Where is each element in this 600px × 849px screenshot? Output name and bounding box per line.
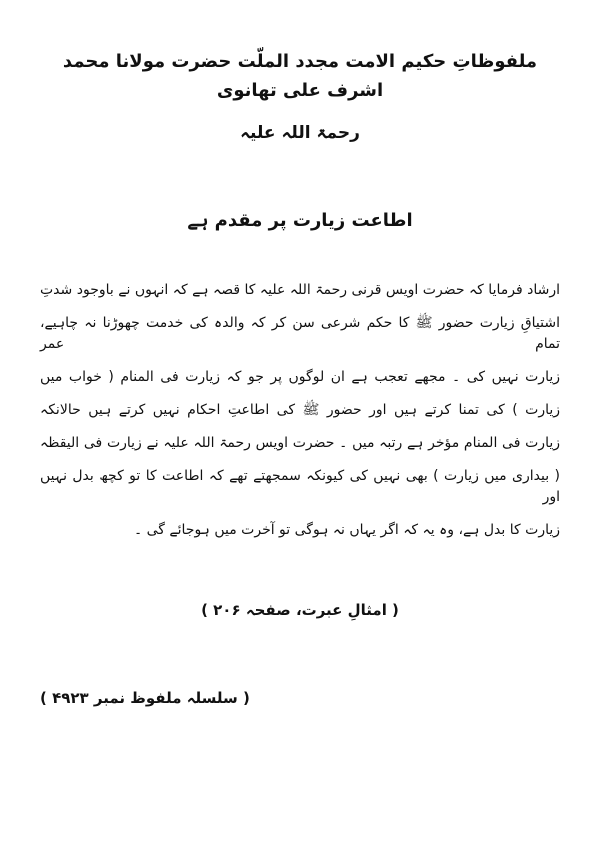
paragraph-line: زیارت ) کی تمنا کرتے ہیں اور حضور ﷺ کی اطاعتِ احکام نہیں کرتے ہیں حالانکہ (40, 401, 560, 418)
series-number: ( سلسلہ ملفوظ نمبر ۴۹۲۳ ) (40, 688, 250, 707)
paragraph-line: زیارت فی المنام مؤخر ہے رتبہ میں ۔ حضرت اویس رحمۃ اللہ علیہ نے زیارت فی الیقظہ (40, 434, 560, 451)
paragraph-line: اشتیاقِ زیارت حضور ﷺ کا حکم شرعی سن کر کہ والدہ کی خدمت چھوڑنا نہ چاہیے، تمام عمر (40, 314, 560, 352)
paragraph (40, 280, 560, 541)
document-title: ملفوظاتِ حکیم الامت مجدد الملّت حضرت مولانا محمد اشرف علی تھانوی (62, 51, 538, 101)
paragraph-line: ( بیداری میں زیارت ) بھی نہیں کی کیونکہ سمجھتے تھے کہ اطاعت کا تو کچھ بدل نہیں اور (40, 467, 560, 505)
paragraph-line: زیارت کا بدل ہے، وہ یہ کہ اگر یہاں نہ ہوگی تو آخرت میں ہوجائے گی ۔ (133, 521, 560, 538)
document-subtitle: رحمۃ اللہ علیہ (240, 122, 360, 143)
paragraph-line: زیارت نہیں کی ۔ مجھے تعجب ہے ان لوگوں پر جو کہ زیارت فی المنام ( خواب میں (40, 368, 560, 385)
source-reference: ( امثالِ عبرت، صفحہ ۲۰۶ ) (201, 600, 399, 619)
paragraph-line: ارشاد فرمایا کہ حضرت اویس قرنی رحمۃ اللہ علیہ کا قصہ ہے کہ انہوں نے باوجود شدتِ (40, 281, 560, 298)
section-heading: اطاعت زیارت پر مقدم ہے (187, 209, 413, 231)
